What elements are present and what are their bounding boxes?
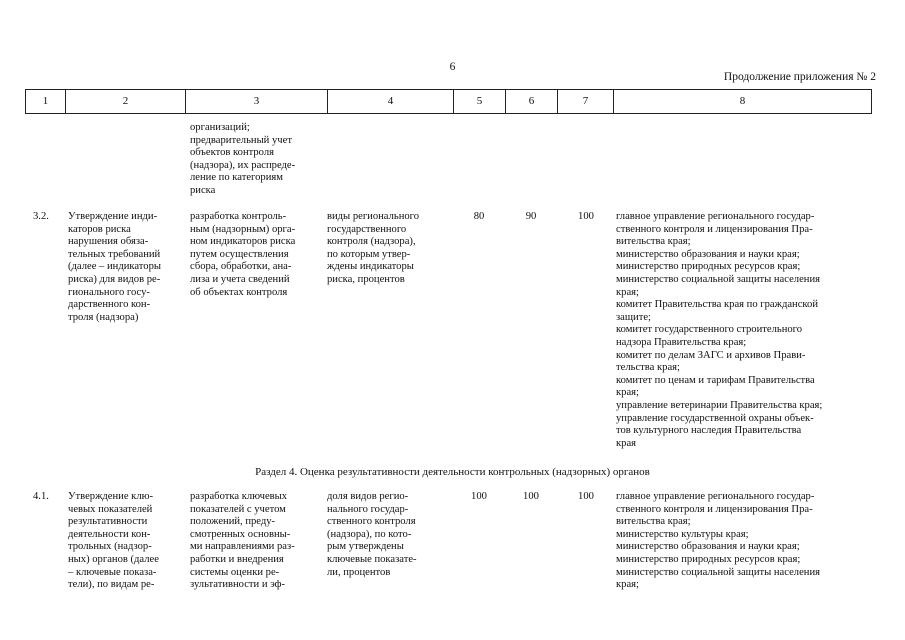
indicator-description: доля видов регио- нального государ- ственного контроля (надзора), по кото- рым утверждены ключевые показате- ли, процентов (327, 491, 417, 578)
column-header: 1 (26, 90, 66, 114)
measure-name: Утверждение инди- каторов риска нарушения обяза- тельных требований (далее – индикаторы риска) для видов ре- гионального госу- дарственного кон- троля (надзора) (68, 211, 162, 323)
measure-name: Утверждение клю- чевых показателей результативности деятельности кон- трольных (надзор- ных) органов (далее – ключевые показа- тели), по видам ре- (68, 491, 159, 591)
activity-description: разработка ключевых показателей с учетом положений, преду- смотренных основны- ми направлениями раз- работки и внедрения системы оценки ре- зультативности и эф- (190, 491, 295, 591)
column-header: 7 (558, 90, 614, 114)
value-2023: 100 (523, 491, 539, 502)
column-header-row (25, 89, 872, 114)
responsible-bodies: главное управление регионального государ- ственного контроля и лицензирования Пра- вительства края; министерство культуры края; министерство образования и науки края; министерство природных ресурсов края; министерство социальной защиты населения края; (616, 491, 820, 591)
column-header: 3 (186, 90, 328, 114)
indicator-description: виды регионального государственного контроля (надзора), по которым утвер- ждены индикаторы риска, процентов (327, 211, 420, 285)
value-2022: 80 (473, 211, 485, 222)
value-2024: 100 (578, 211, 594, 222)
column-header: 6 (506, 90, 558, 114)
continuation-note: Продолжение приложения № 2 (723, 71, 876, 83)
column-header: 4 (328, 90, 454, 114)
carry-over-activity: организаций; предварительный учет объектов контроля (надзора), их распреде- ление по категориям риска (190, 122, 296, 196)
row-number: 3.2. (33, 211, 49, 222)
column-header: 8 (614, 90, 872, 114)
column-header: 2 (66, 90, 186, 114)
responsible-bodies: главное управление регионального государ- ственного контроля и лицензирования Пра- вительства края; министерство образования и науки края; министерство природных ресурсов края; министерство социальной защиты населения края; комитет Правительства края по гражданской защите; комитет государственного строительного надзора Правительства края; комитет по делам ЗАГС и архивов Прави- тельства края; комитет по ценам и тарифам Правительства края; управление ветеринарии Правительства края; управление государственной охраны объек- тов культурного наследия Правительства края (616, 211, 823, 449)
section-title: Раздел 4. Оценка результативности деятельности контрольных (надзорных) органов (255, 466, 650, 478)
value-2024: 100 (578, 491, 594, 502)
row-number: 4.1. (33, 491, 49, 502)
value-2023: 90 (525, 211, 537, 222)
page-number: 6 (449, 61, 456, 73)
activity-description: разработка контроль- ным (надзорным) орга- ном индикаторов риска путем осуществления сбора, обработки, ана- лиза и учета сведений об объектах контроля (190, 211, 296, 298)
value-2022: 100 (471, 491, 487, 502)
column-header: 5 (454, 90, 506, 114)
